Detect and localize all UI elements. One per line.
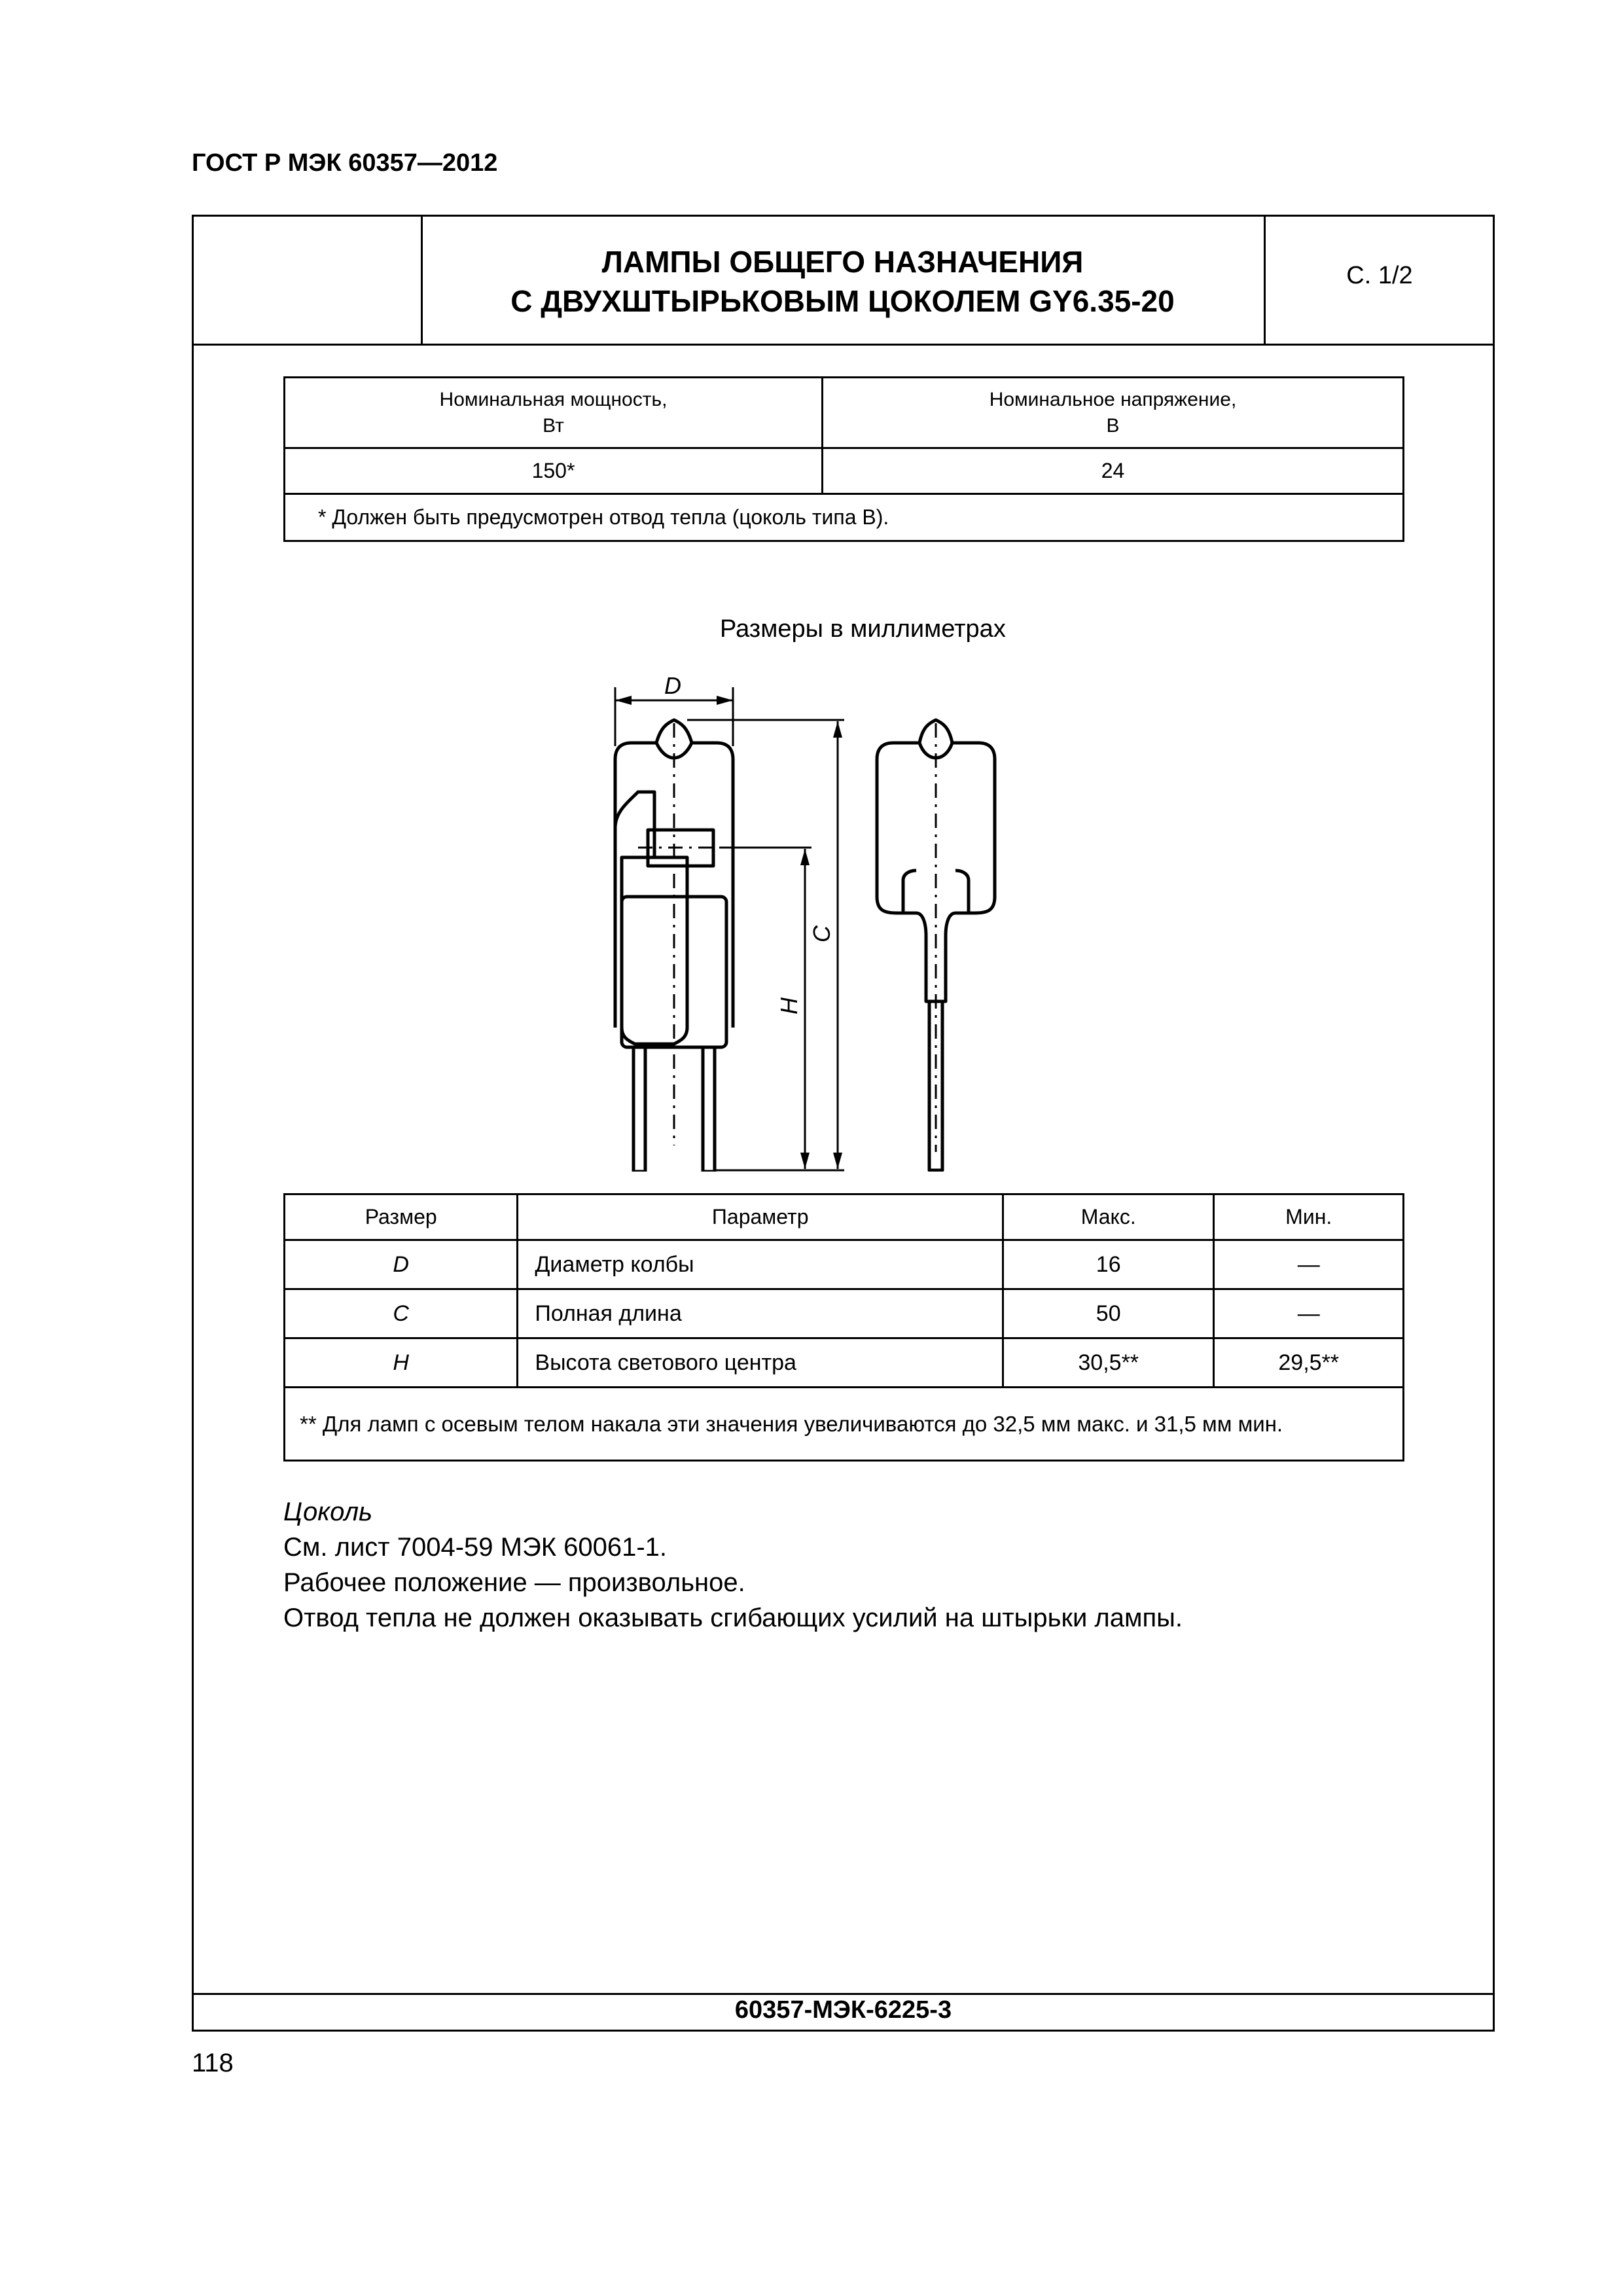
dimensions-caption: Размеры в миллиметрах [720,615,1006,643]
base-line-3: Отвод тепла не должен оказывать сгибающих усилий на штырьки лампы. [283,1604,1183,1632]
ratings-note-row [285,494,1404,541]
header-min: Мин. [1214,1194,1404,1240]
d-arrow-left [615,696,632,705]
sheet-title-line-2: С ДВУХШТЫРЬКОВЫМ ЦОКОЛЕМ GY6.35-20 [510,284,1175,318]
row-parameter: Диаметр колбы [518,1240,1003,1289]
power-header-line-2: Вт [543,414,564,437]
sheet-code: 60357-МЭК-6225-3 [734,1996,952,2024]
row-max: 50 [1003,1289,1214,1338]
base-heading: Цоколь [283,1498,373,1526]
row-min: 29,5** [1214,1338,1404,1388]
row-symbol: H [285,1338,518,1388]
dimensions-footnote: ** Для ламп с осевым телом накала эти значения увеличиваются до 32,5 мм макс. и 31,5 мм мин. [285,1388,1404,1461]
voltage-header [823,378,1404,448]
lamp-side-clip-right [955,870,969,913]
ratings-table [283,376,1404,542]
voltage-value: 24 [823,448,1404,494]
c-arrow-bottom [833,1153,842,1169]
label-c: C [808,925,835,942]
header-max: Макс. [1003,1194,1214,1240]
base-line-1: См. лист 7004-59 МЭК 60061-1. [283,1533,668,1562]
sheet-title-line-1: ЛАМПЫ ОБЩЕГО НАЗНАЧЕНИЯ [601,245,1084,279]
row-symbol: D [285,1240,518,1289]
dimensions-note-row [285,1388,1404,1461]
base-line-2: Рабочее положение — произвольное. [283,1568,745,1597]
dimensions-table [283,1193,1404,1462]
table-row [285,1240,1404,1289]
lamp-drawing [563,661,1152,1172]
voltage-header-line-1: Номинальное напряжение, [989,388,1237,410]
table-row [285,1338,1404,1388]
row-parameter: Высота светового центра [518,1338,1003,1388]
ratings-value-row [285,448,1404,494]
lamp-front-pin-right [703,1047,715,1172]
row-min: — [1214,1289,1404,1338]
power-value: 150* [285,448,823,494]
ratings-footnote: * Должен быть предусмотрен отвод тепла (цоколь типа B). [285,494,1404,541]
lamp-side-clip-left [903,870,916,913]
dimensions-header-row [285,1194,1404,1240]
header-size: Размер [285,1194,518,1240]
table-row [285,1289,1404,1338]
h-arrow-top [800,849,810,865]
sheet-number: С. 1/2 [1346,262,1413,289]
page-number: 118 [192,2049,234,2077]
row-max: 16 [1003,1240,1214,1289]
ratings-header-row [285,378,1404,448]
row-min: — [1214,1240,1404,1289]
d-arrow-right [717,696,733,705]
label-h: H [776,997,802,1014]
row-max: 30,5** [1003,1338,1214,1388]
h-arrow-bottom [800,1153,810,1169]
row-symbol: C [285,1289,518,1338]
c-arrow-top [833,721,842,738]
label-d: D [664,672,681,699]
header-param: Параметр [518,1194,1003,1240]
lamp-front-pin-left [633,1047,645,1172]
row-parameter: Полная длина [518,1289,1003,1338]
footer-divider [192,1993,1495,1995]
voltage-header-line-2: В [1106,414,1120,437]
sheet-title [422,242,1263,321]
base-section [283,1494,1183,1636]
document-header: ГОСТ Р МЭК 60357—2012 [192,149,498,177]
power-header [285,378,823,448]
power-header-line-1: Номинальная мощность, [439,388,668,410]
